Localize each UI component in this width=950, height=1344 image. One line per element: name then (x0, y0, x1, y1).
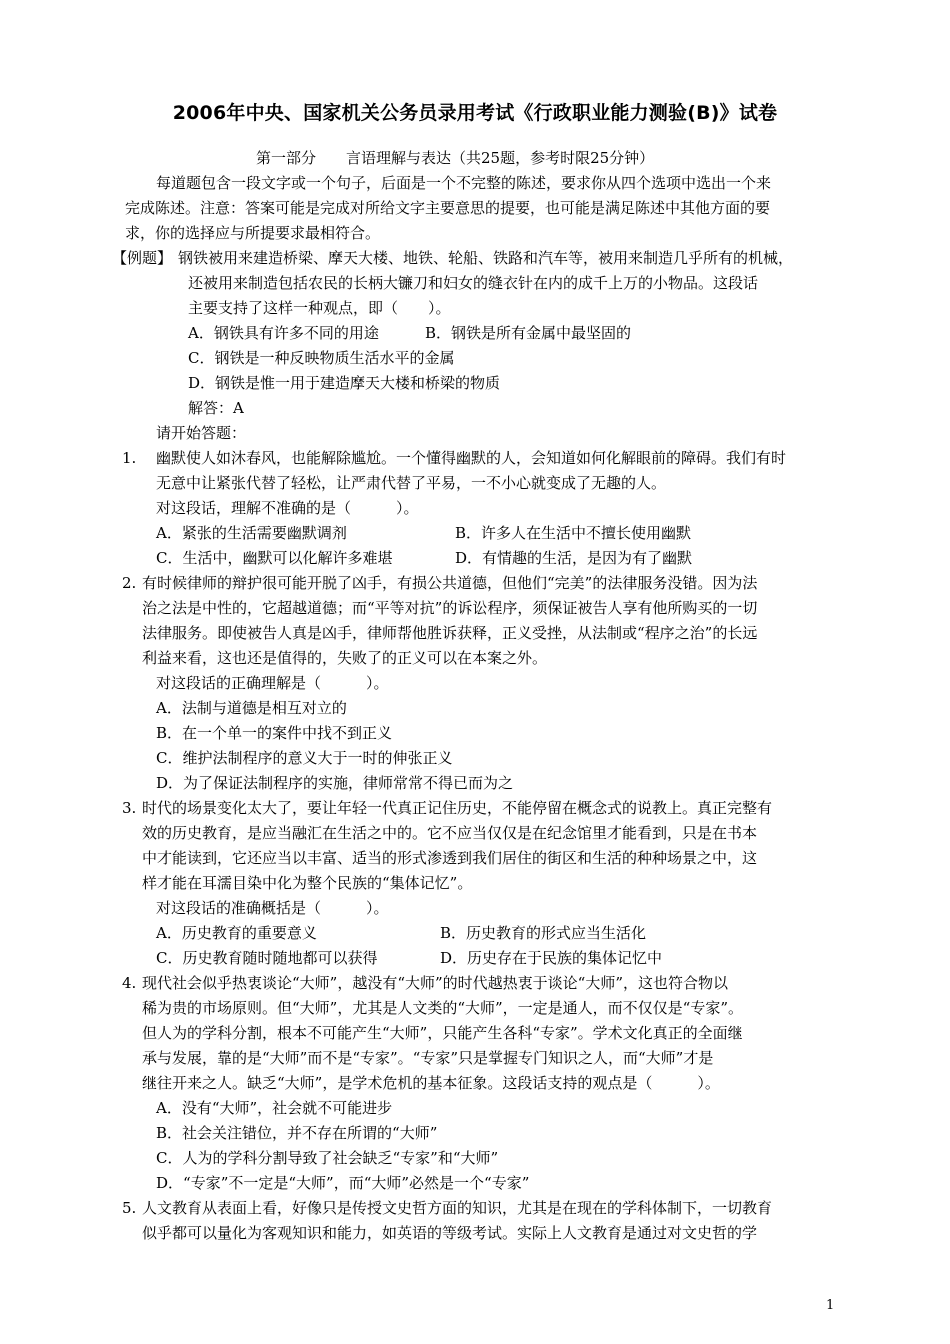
q3-option-d: D．历史存在于民族的集体记忆中 (440, 949, 663, 967)
q1-line: 幽默使人如沐春风，也能解除尴尬。一个懂得幽默的人，会知道如何化解眼前的障碍。我们有时 (156, 449, 787, 467)
q1-question: 对这段话，理解不准确的是（ ）。 (156, 499, 419, 517)
q4-line: 现代社会似乎热衷谈论“大师”，越没有“大师”的时代越热衷于谈论“大师”，这也符合物以 (142, 974, 729, 992)
q2-line: 法律服务。即使被告人真是凶手，律师帮他胜诉获释，正义受挫，从法制或“程序之治”的长远 (142, 624, 758, 642)
q3-line: 时代的场景变化太大了，要让年轻一代真正记住历史，不能停留在概念式的说教上。真正完整有 (142, 799, 773, 817)
q2-option-d: D．为了保证法制程序的实施，律师常常不得已而为之 (156, 774, 514, 792)
q4-line: 继往开来之人。缺乏“大师”，是学术危机的基本征象。这段话支持的观点是（ ）。 (142, 1074, 720, 1092)
q2-option-b: B．在一个单一的案件中找不到正义 (156, 724, 393, 742)
question-number: 5. (122, 1199, 137, 1217)
q4-option-b: B．社会关注错位，并不存在所谓的“大师” (156, 1124, 438, 1142)
q5-line: 人文教育从表面上看，好像只是传授文史哲方面的知识，尤其是在现在的学科体制下，一切教育 (142, 1199, 773, 1217)
question-number: 3. (122, 799, 137, 817)
q3-option-b: B．历史教育的形式应当生活化 (440, 924, 647, 942)
example-option-d: D．钢铁是惟一用于建造摩天大楼和桥梁的物质 (188, 374, 501, 392)
question-number: 4. (122, 974, 137, 992)
q3-question: 对这段话的准确概括是（ ）。 (156, 899, 389, 917)
q4-line: 稀为贵的市场原则。但“大师”，尤其是人文类的“大师”，一定是通人，而不仅仅是“专家”。 (142, 999, 744, 1017)
q5-line: 似乎都可以量化为客观知识和能力，如英语的等级考试。实际上人文教育是通过对文史哲的学 (142, 1224, 758, 1242)
q4-option-a: A．没有“大师”，社会就不可能进步 (156, 1099, 393, 1117)
page-title: 2006年中央、国家机关公务员录用考试《行政职业能力测验(B)》试卷 (172, 102, 778, 124)
example-line: 还被用来制造包括农民的长柄大镰刀和妇女的缝衣针在内的成千上万的小物品。这段话 (188, 274, 759, 292)
q3-option-a: A．历史教育的重要意义 (156, 924, 317, 942)
q2-question: 对这段话的正确理解是（ ）。 (156, 674, 389, 692)
q4-line: 承与发展，靠的是“大师”而不是“专家”。“专家”只是掌握专门知识之人，而“大师”才是 (142, 1049, 714, 1067)
example-line: 钢铁被用来建造桥梁、摩天大楼、地铁、轮船、铁路和汽车等，被用来制造几乎所有的机械， (178, 249, 794, 267)
page-number: 1 (826, 1298, 835, 1313)
q4-option-c: C．人为的学科分割导致了社会缺乏“专家”和“大师” (156, 1149, 499, 1167)
example-line: 主要支持了这样一种观点，即（ ）。 (188, 299, 451, 317)
q3-line: 中才能读到，它还应当以丰富、适当的形式渗透到我们居住的街区和生活的种种场景之中，这 (142, 849, 758, 867)
example-option-a: A．钢铁具有许多不同的用途 (188, 324, 379, 342)
start-prompt: 请开始答题： (156, 424, 247, 442)
q4-option-d: D．“专家”不一定是“大师”，而“大师”必然是一个“专家” (156, 1174, 530, 1192)
q3-line: 效的历史教育，是应当融汇在生活之中的。它不应当仅仅是在纪念馆里才能看到，只是在书本 (142, 824, 758, 842)
example-option-c: C．钢铁是一种反映物质生活水平的金属 (188, 349, 455, 367)
question-number: 1. (122, 449, 137, 467)
instructions-line: 完成陈述。注意：答案可能是完成对所给文字主要意思的提要，也可能是满足陈述中其他方面的要 (125, 199, 771, 217)
example-option-b: B．钢铁是所有金属中最坚固的 (425, 324, 632, 342)
q2-option-a: A．法制与道德是相互对立的 (156, 699, 347, 717)
example-label: 【例题】 (112, 249, 173, 267)
section-header: 第一部分 言语理解与表达（共25题，参考时限25分钟） (256, 149, 655, 167)
q3-option-c: C．历史教育随时随地都可以获得 (156, 949, 378, 967)
q1-option-a: A．紧张的生活需要幽默调剂 (156, 524, 347, 542)
q4-line: 但人为的学科分割，根本不可能产生“大师”，只能产生各科“专家”。学术文化真正的全面继 (142, 1024, 743, 1042)
q1-option-d: D．有情趣的生活，是因为有了幽默 (455, 549, 693, 567)
q1-line: 无意中让紧张代替了轻松，让严肃代替了平易，一不小心就变成了无趣的人。 (156, 474, 667, 492)
q3-line: 样才能在耳濡目染中化为整个民族的“集体记忆”。 (142, 874, 473, 892)
q1-option-b: B．许多人在生活中不擅长使用幽默 (455, 524, 692, 542)
example-answer: 解答：A (188, 399, 244, 417)
q2-line: 有时候律师的辩护很可能开脱了凶手，有损公共道德，但他们“完美”的法律服务没错。因为法 (142, 574, 758, 592)
q2-line: 利益来看，这也还是值得的，失败了的正义可以在本案之外。 (142, 649, 548, 667)
q1-option-c: C．生活中，幽默可以化解许多难堪 (156, 549, 393, 567)
q2-option-c: C．维护法制程序的意义大于一时的伸张正义 (156, 749, 453, 767)
question-number: 2. (122, 574, 137, 592)
instructions-line: 每道题包含一段文字或一个句子，后面是一个不完整的陈述，要求你从四个选项中选出一个来 (156, 174, 772, 192)
q2-line: 治之法是中性的，它超越道德；而“平等对抗”的诉讼程序，须保证被告人享有他所购买的一切 (142, 599, 758, 617)
instructions-line: 求，你的选择应与所提要求最相符合。 (125, 224, 381, 242)
